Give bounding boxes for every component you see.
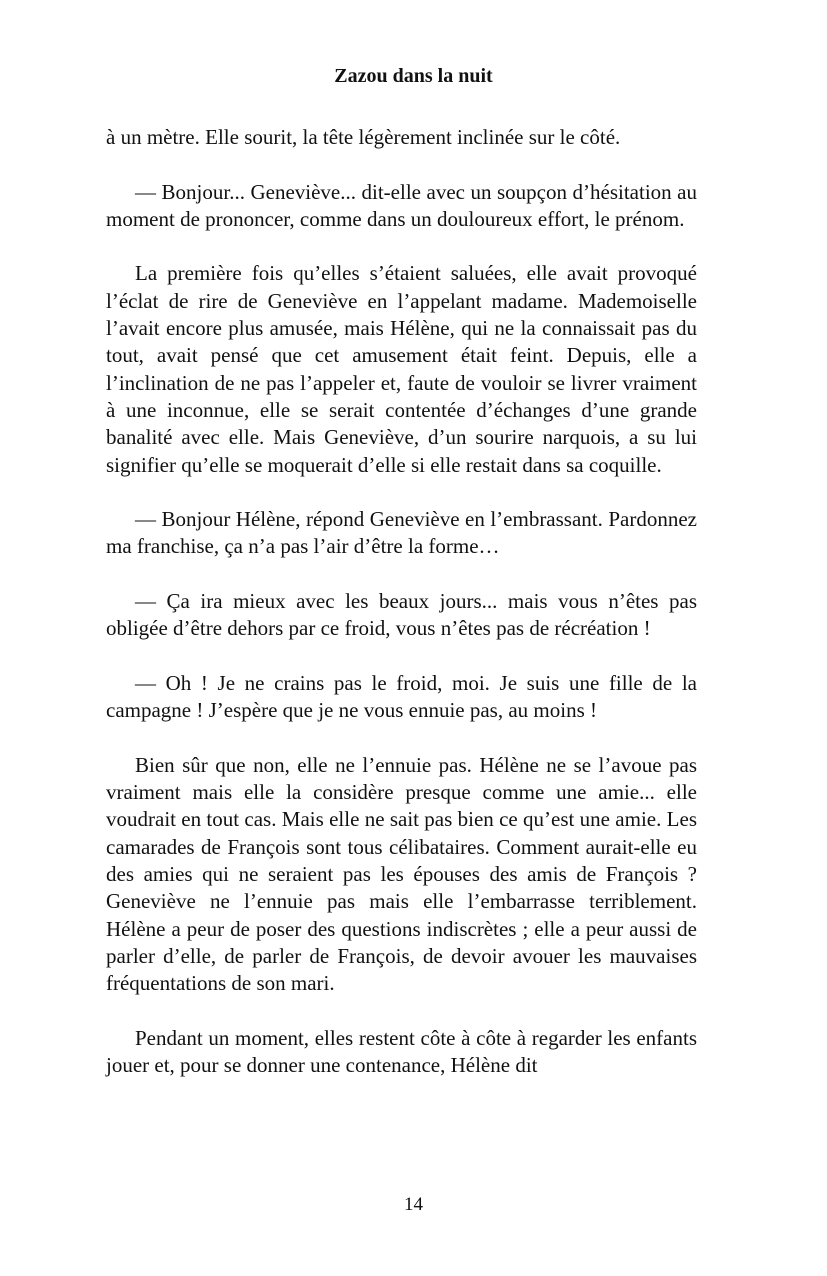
page-number: 14 xyxy=(404,1194,423,1215)
paragraph-dialogue: — Ça ira mieux avec les beaux jours... mais vous n’êtes pas obligée d’être dehors par ce froid, vous n’êtes pas de récréation ! xyxy=(106,589,697,641)
body-text xyxy=(106,124,697,1079)
paragraph-narration: Pendant un moment, elles restent côte à côte à regarder les enfants jouer et, pour se donner une contenance, Hélène dit xyxy=(106,1025,697,1078)
paragraph-narration: Bien sûr que non, elle ne l’ennuie pas. Hélène ne se l’avoue pas vraiment mais elle la considère presque comme une amie... elle voudrait en tout cas. Mais elle ne sait pas bien ce qu’est une amie. Les camarades de François sont tous célibataires. Comment aurait-elle eu des amies qui ne seraient pas les épouses des amis de François ? Geneviève ne l’ennuie pas mais elle l’embarrasse terriblement. Hélène a peur de poser des questions indiscrètes ; elle a peur aussi de parler d’elle, de parler de François, de devoir avouer les mauvaises fréquentations de son mari. xyxy=(106,752,697,996)
paragraph-dialogue: — Oh ! Je ne crains pas le froid, moi. Je suis une fille de la campagne ! J’espère que je ne vous ennuie pas, au moins ! xyxy=(106,670,697,723)
paragraph-continuation: à un mètre. Elle sourit, la tête légèrement inclinée sur le côté. xyxy=(106,125,621,149)
paragraph-dialogue: — Bonjour Hélène, répond Geneviève en l’embrassant. Pardonnez ma franchise, ça n’a pas l’air d’être la forme… xyxy=(106,507,697,559)
running-head-title: Zazou dans la nuit xyxy=(334,65,493,87)
paragraph-narration: La première fois qu’elles s’étaient saluées, elle avait provoqué l’éclat de rire de Geneviève en l’appelant madame. Mademoiselle l’avait encore plus amusée, mais Hélène, qui ne la connaissait pas du tout, avait pensé que cet amusement était feint. Depuis, elle a l’inclination de ne pas l’appeler et, faute de vouloir se livrer vraiment à une inconnue, elle se serait contentée d’échanges d’une grande banalité avec elle. Mais Geneviève, d’un sourire narquois, a su lui signifier qu’elle se moquerait d’elle si elle restait dans sa coquille. xyxy=(106,261,697,477)
paragraph-dialogue: — Bonjour... Geneviève... dit-elle avec un soupçon d’hésitation au moment de prononcer, comme dans un douloureux effort, le prénom. xyxy=(106,179,697,231)
